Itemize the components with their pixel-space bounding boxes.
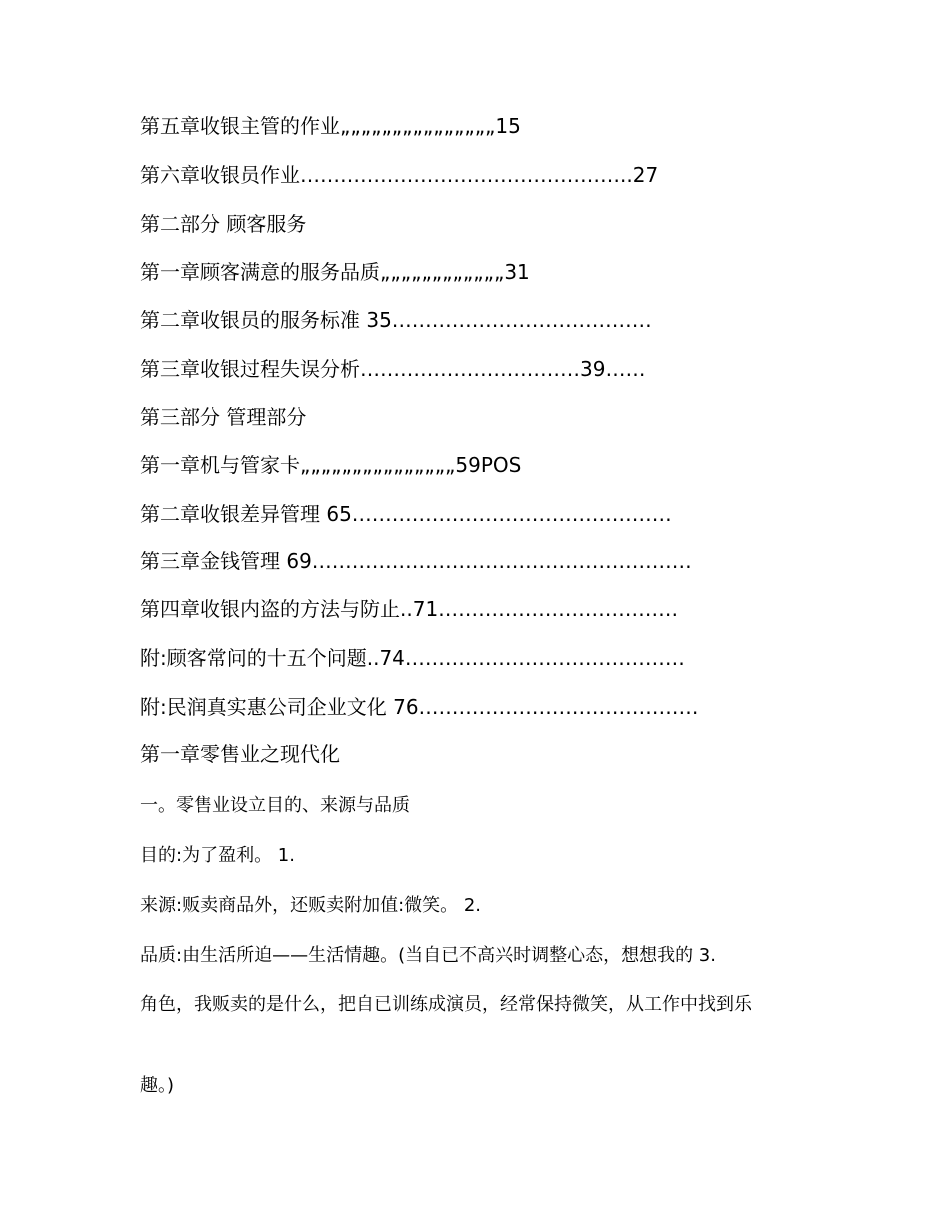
toc-entry: 第四章收银内盗的方法与防止..71……………………………… [140,597,679,621]
toc-part-heading: 第三部分 管理部分 [140,405,307,429]
toc-entry: 第一章机与管家卡„„„„„„„„„„„„„„„59POS [140,453,522,477]
paragraph-source: 来源:贩卖商品外，还贩卖附加值:微笑。 2. [140,895,482,916]
toc-entry: 第五章收银主管的作业„„„„„„„„„„„„„„„15 [140,114,521,138]
toc-entry: 附:民润真实惠公司企业文化 76…………………………………… [140,695,699,719]
toc-entry: 第六章收银员作业…………………………………………..27 [140,163,659,187]
toc-entry: 第三章收银过程失误分析……………………………39…… [140,357,646,381]
paragraph-quality: 品质:由生活所迫——生活情趣。(当自已不高兴时调整心态，想想我的 3. [140,945,716,966]
paragraph-quality-continued: 角色，我贩卖的是什么，把自已训练成演员，经常保持微笑，从工作中找到乐 [140,994,752,1015]
toc-entry: 第二章收银差异管理 65………………………………………… [140,502,672,526]
toc-entry: 附:顾客常问的十五个问题..74…………………………………… [140,646,685,670]
toc-entry: 第三章金钱管理 69………………………………………………… [140,549,692,573]
toc-entry: 第二章收银员的服务标准 35………………………………… [140,308,652,332]
chapter-title: 第一章零售业之现代化 [140,742,340,766]
toc-entry: 第一章顾客满意的服务品质„„„„„„„„„„„„31 [140,260,530,284]
section-heading: 一。零售业设立目的、来源与品质 [140,795,410,816]
paragraph-quality-end: 趣。) [140,1075,175,1096]
toc-part-heading: 第二部分 顾客服务 [140,212,307,236]
paragraph-purpose: 目的:为了盈利。 1. [140,845,295,866]
